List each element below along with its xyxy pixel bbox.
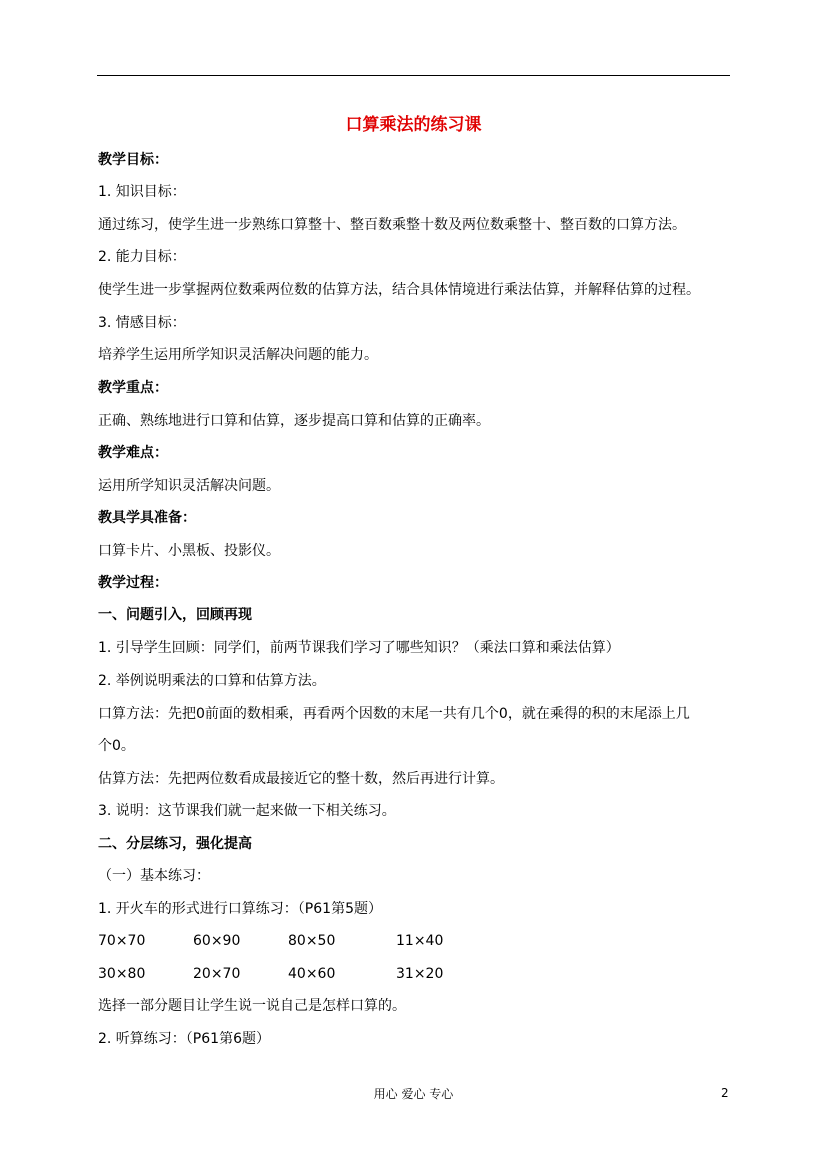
page-footer: 用心 爱心 专心	[373, 1087, 454, 1101]
heading-teaching-objectives: 教学目标：	[98, 152, 168, 168]
heading-key-points: 教学重点：	[98, 380, 168, 396]
calc-cell: 70×70	[98, 933, 146, 949]
practice-item-1: 1. 开火车的形式进行口算练习：（P61第5题）	[98, 901, 382, 917]
practice-item-2: 2. 听算练习：（P61第6题）	[98, 1031, 270, 1047]
basic-practice-label: （一）基本练习：	[98, 868, 210, 884]
header-rule	[97, 75, 730, 76]
calc-cell: 30×80	[98, 966, 146, 982]
heading-teaching-aids: 教具学具准备：	[98, 510, 196, 526]
heading-teaching-process: 教学过程：	[98, 575, 168, 591]
calc-cell: 11×40	[396, 933, 444, 949]
document-title: 口算乘法的练习课	[345, 115, 482, 135]
page-number: 2	[721, 1086, 729, 1100]
section-one-heading: 一、问题引入，回顾再现	[98, 607, 252, 623]
oral-method-text: 口算方法：先把0前面的数相乘，再看两个因数的末尾一共有几个0，就在乘得的积的末尾添上几	[98, 706, 690, 722]
key-points-text: 正确、熟练地进行口算和估算，逐步提高口算和估算的正确率。	[98, 413, 490, 429]
objective-knowledge-text: 通过练习，使学生进一步熟练口算整十、整百数乘整十数及两位数乘整十、整百数的口算方法。	[98, 217, 686, 233]
calc-cell: 80×50	[288, 933, 336, 949]
calc-cell: 40×60	[288, 966, 336, 982]
oral-method-text-cont: 个0。	[98, 738, 135, 754]
review-item-1: 1. 引导学生回顾：同学们，前两节课我们学习了哪些知识？（乘法口算和乘法估算）	[98, 640, 620, 656]
objective-ability-label: 2. 能力目标：	[98, 249, 186, 265]
calc-cell: 31×20	[396, 966, 444, 982]
section-two-heading: 二、分层练习，强化提高	[98, 836, 252, 852]
heading-difficulties: 教学难点：	[98, 445, 168, 461]
estimation-method-text: 估算方法：先把两位数看成最接近它的整十数，然后再进行计算。	[98, 771, 504, 787]
teaching-aids-text: 口算卡片、小黑板、投影仪。	[98, 543, 280, 559]
objective-emotion-label: 3. 情感目标：	[98, 315, 186, 331]
calc-cell: 60×90	[193, 933, 241, 949]
review-item-2: 2. 举例说明乘法的口算和估算方法。	[98, 673, 326, 689]
objective-ability-text: 使学生进一步掌握两位数乘两位数的估算方法，结合具体情境进行乘法估算，并解释估算的过程。	[98, 282, 700, 298]
objective-emotion-text: 培养学生运用所学知识灵活解决问题的能力。	[98, 347, 378, 363]
difficulties-text: 运用所学知识灵活解决问题。	[98, 478, 280, 494]
calc-cell: 20×70	[193, 966, 241, 982]
review-item-3: 3. 说明：这节课我们就一起来做一下相关练习。	[98, 803, 396, 819]
practice-note: 选择一部分题目让学生说一说自己是怎样口算的。	[98, 998, 406, 1014]
objective-knowledge-label: 1. 知识目标：	[98, 184, 186, 200]
